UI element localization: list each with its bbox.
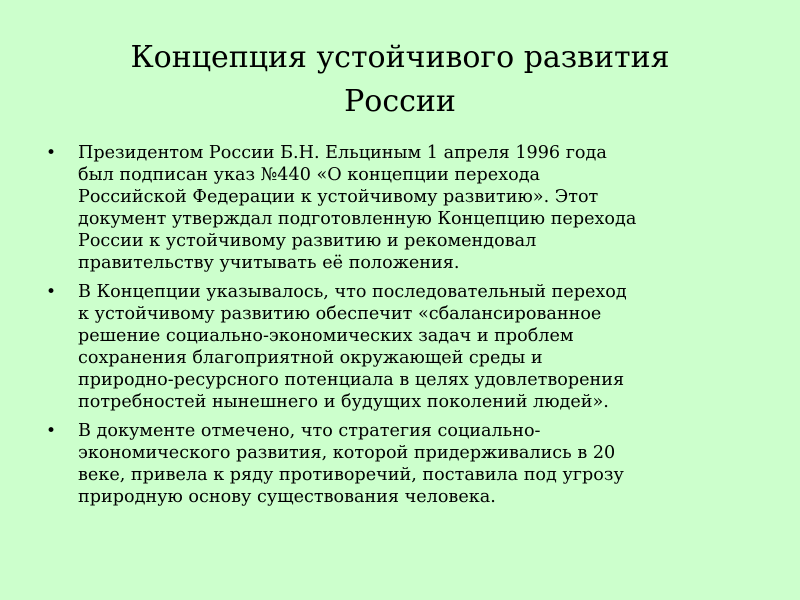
bullet-item-2 [42, 281, 762, 413]
slide-title-line-1: Концепция устойчивого развития [130, 40, 670, 75]
bullet-text-3: В документе отмечено, что стратегия социально- экономического развития, которой придерживались в 20 веке, привела к ряду противоречий, поставила под угрозу природную основу существования человека. [78, 421, 624, 507]
bullet-item-3 [42, 420, 762, 508]
slide-title-line-2: России [344, 84, 456, 119]
bullet-marker: • [46, 421, 57, 441]
bullet-item-1 [42, 142, 762, 274]
bullet-text-1: Президентом России Б.Н. Ельциным 1 апреля 1996 года был подписан указ №440 «О концепции перехода Российской Федерации к устойчивому развитию». Этот документ утверждал подготовленную Концепцию перехода России к устойчивому развитию и рекомендовал правительству учитывать её положения. [78, 143, 637, 273]
bullet-list [42, 142, 762, 515]
slide-title [40, 36, 760, 124]
bullet-marker: • [46, 143, 57, 163]
bullet-marker: • [46, 282, 57, 302]
bullet-text-2: В Концепции указывалось, что последовательный переход к устойчивому развитию обеспечит «сбалансированное решение социально-экономических задач и проблем сохранения благоприятной окружающей среды и природно-ресурсного потенциала в целях удовлетворения потребностей нынешнего и будущих поколений людей». [78, 282, 627, 412]
